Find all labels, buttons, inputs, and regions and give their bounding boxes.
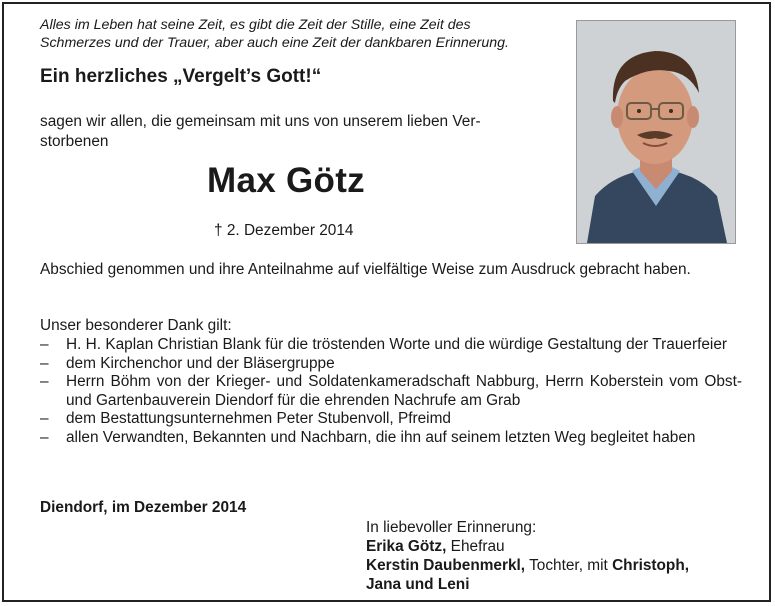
thanks-heading: Ein herzliches „Vergelt’s Gott!“ [40, 66, 322, 87]
signer-name: Jana und Leni [366, 576, 470, 593]
signer-role: Ehefrau [446, 538, 505, 555]
list-item: – dem Kirchenchor und der Bläsergruppe [40, 354, 335, 372]
dash-glyph: – [40, 428, 49, 446]
thanks-list [40, 336, 742, 447]
list-item: – dem Bestattungsunternehmen Peter Stubenvoll, Pfreimd [40, 410, 451, 427]
intro-line-2: storbenen [40, 133, 109, 150]
portrait-illustration [577, 21, 735, 243]
intro-text [40, 112, 550, 152]
place-date: Diendorf, im Dezember 2014 [40, 499, 247, 516]
signature-line-1 [366, 537, 746, 556]
signer-name: Kerstin Daubenmerkl, [366, 557, 526, 574]
dash-glyph: – [40, 410, 49, 427]
special-thanks-label: Unser besonderer Dank gilt: [40, 317, 232, 334]
signer-role: Tochter, mit [525, 557, 613, 574]
dash-glyph: – [40, 336, 49, 353]
intro-line-1: sagen wir allen, die gemeinsam mit uns von unserem lieben Ver- [40, 113, 481, 130]
signer-name: Erika Götz, [366, 538, 447, 555]
portrait-photo [576, 20, 736, 244]
deceased-name: Max Götz [207, 161, 365, 200]
list-item: – allen Verwandten, Bekannten und Nachbarn, die ihn auf seinem letzten Weg begleitet haben [40, 428, 696, 446]
quote-line-2: Schmerzes und der Trauer, aber auch eine Zeit der dankbaren Erinnerung. [40, 35, 509, 51]
farewell-text: Abschied genommen und ihre Anteilnahme auf vielfältige Weise zum Ausdruck gebracht haben. [40, 261, 691, 278]
obituary-notice [2, 2, 771, 602]
signature-line-2 [366, 556, 746, 575]
list-item: – H. H. Kaplan Christian Blank für die tröstenden Worte und die würdige Gestaltung der Trauerfeier [40, 336, 728, 353]
death-date: † 2. Dezember 2014 [214, 222, 354, 239]
quote-line-1: Alles im Leben hat seine Zeit, es gibt die Zeit der Stille, eine Zeit des [40, 17, 471, 33]
signer-name: Christoph, [612, 557, 690, 574]
list-item: – Herrn Böhm von der Krieger- und Soldatenkameradschaft Nabburg, Herrn Koberstein vom Obst- und Gartenbauverein Diendorf für die ehrenden Nachrufe am Grab [40, 373, 742, 409]
memorial-quote [40, 16, 560, 52]
dash-glyph: – [40, 373, 49, 390]
signature-line-3 [366, 575, 746, 594]
dash-glyph: – [40, 354, 49, 372]
closing-intro: In liebevoller Erinnerung: [366, 519, 537, 536]
closing-signatures [366, 518, 746, 594]
